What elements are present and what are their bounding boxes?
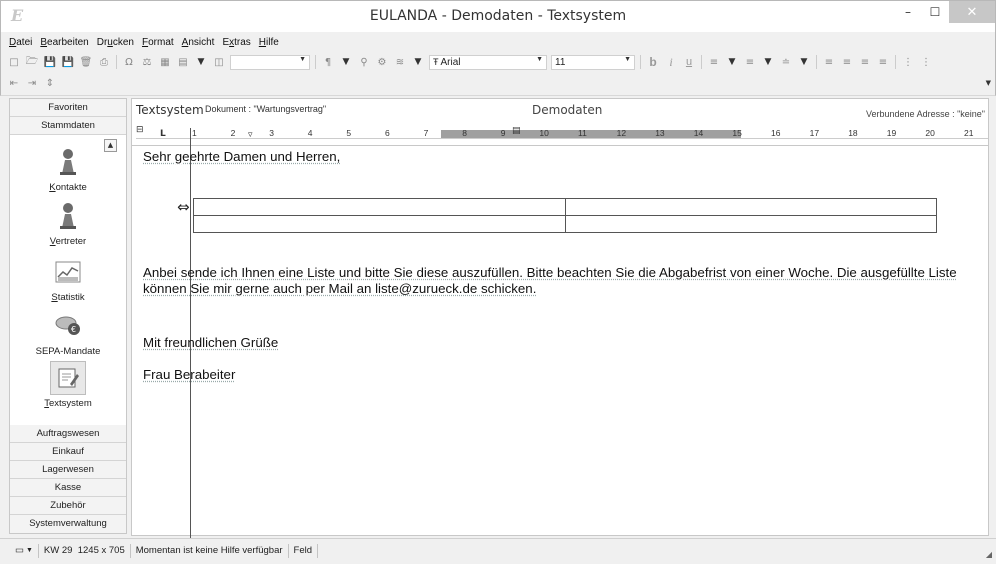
toolbar-separator bbox=[640, 55, 641, 69]
dropdown-arrow-icon[interactable]: ▼ bbox=[342, 57, 350, 67]
save-as-icon[interactable]: 💾 bbox=[61, 56, 75, 68]
table-cell[interactable] bbox=[565, 216, 937, 233]
document-table[interactable] bbox=[193, 198, 937, 233]
dropdown-arrow-icon[interactable]: ▼ bbox=[728, 57, 736, 67]
chevron-down-icon: ▼ bbox=[536, 55, 543, 63]
line-spacing-icon[interactable]: ⇕ bbox=[45, 78, 55, 89]
tab-type-icon[interactable]: ⊟ bbox=[136, 125, 144, 135]
window-title: EULANDA - Demodaten - Textsystem bbox=[369, 8, 627, 24]
ruler-baseline bbox=[136, 138, 988, 139]
title-bar bbox=[0, 0, 996, 32]
nav-group-auftragswesen[interactable]: Auftragswesen bbox=[10, 425, 126, 443]
ruler-number: 16 bbox=[771, 128, 781, 138]
open-folder-icon[interactable]: 🗁 bbox=[25, 55, 39, 67]
dropdown-arrow-icon[interactable]: ▼ bbox=[197, 57, 205, 67]
ruler-number: 19 bbox=[886, 128, 897, 138]
dropdown-arrow-icon[interactable]: ▼ bbox=[414, 57, 422, 67]
align-left-icon[interactable]: ≡ bbox=[824, 56, 834, 68]
minimize-button[interactable] bbox=[895, 1, 921, 23]
minimize-icon: – bbox=[905, 5, 911, 19]
scroll-up-button[interactable]: ▲ bbox=[104, 139, 117, 152]
bullet-list-icon[interactable]: ⋮ bbox=[921, 56, 931, 68]
indent-toolbar bbox=[0, 72, 996, 96]
ruler-number: 8 bbox=[462, 128, 467, 138]
table-row bbox=[194, 216, 937, 233]
document-header bbox=[132, 99, 988, 121]
indent-increase-icon[interactable]: ⇥ bbox=[27, 78, 37, 89]
indent-marker-icon[interactable]: ▿ bbox=[248, 130, 253, 140]
menu-extras[interactable]: Extras bbox=[222, 36, 251, 48]
table-cell[interactable] bbox=[194, 216, 566, 233]
find-icon[interactable]: ⚲ bbox=[360, 56, 368, 68]
save-icon[interactable]: 💾 bbox=[43, 56, 57, 68]
chevron-down-icon: ▼ bbox=[25, 547, 33, 554]
delete-icon[interactable]: 🗑 bbox=[79, 56, 93, 68]
ruler-number: 5 bbox=[346, 128, 352, 138]
nav-group-systemverwaltung[interactable]: Systemverwaltung bbox=[10, 515, 126, 533]
field-icon[interactable]: ⚖ bbox=[142, 56, 152, 68]
left-navigation bbox=[9, 98, 127, 534]
nav-item-kontakte[interactable]: Kontakte bbox=[10, 145, 126, 193]
print-icon[interactable]: ⎙ bbox=[100, 56, 108, 68]
pawn-icon bbox=[50, 199, 86, 233]
view-mode-dropdown[interactable] bbox=[10, 544, 39, 558]
align-right-icon[interactable]: ≡ bbox=[878, 56, 888, 68]
pawn-icon bbox=[50, 145, 86, 179]
menu-bar bbox=[0, 32, 996, 52]
font-combo[interactable]: Ŧ Arial ▼ bbox=[429, 55, 547, 70]
document-name: Dokument : "Wartungsvertrag" bbox=[205, 104, 327, 114]
maximize-button[interactable] bbox=[922, 1, 948, 23]
nav-group-favoriten[interactable]: Favoriten bbox=[10, 99, 126, 117]
ruler-number: 1 bbox=[192, 128, 197, 138]
nav-group-stammdaten[interactable]: Stammdaten bbox=[10, 117, 126, 135]
resize-grip-icon[interactable]: ◢ bbox=[985, 550, 992, 559]
ruler-number: 18 bbox=[848, 128, 858, 138]
ruler-number: 11 bbox=[578, 128, 587, 138]
nav-item-textsystem[interactable]: Textsystem bbox=[10, 361, 126, 409]
style-combo[interactable] bbox=[230, 55, 310, 70]
dropdown-arrow-icon[interactable]: ▼ bbox=[764, 57, 772, 67]
replace-icon[interactable]: ⚙ bbox=[377, 56, 387, 68]
ruler-number: 12 bbox=[616, 128, 627, 138]
menu-drucken[interactable]: Drucken bbox=[96, 36, 134, 48]
body-text[interactable]: Anbei sende ich Ihnen eine Liste und bitte Sie diese auszufüllen. Bitte beachten Sie die Abgabefrist von einer Woche. Die ausgefüllte Liste können Sie mir gerne auch per Mail an liste@zurueck.de schicken. bbox=[143, 265, 957, 296]
font-color-icon[interactable]: ≡ bbox=[745, 56, 755, 68]
pilcrow-icon[interactable]: ¶ bbox=[324, 56, 332, 68]
dropdown-arrow-icon[interactable]: ▼ bbox=[800, 57, 808, 67]
table-row bbox=[194, 199, 937, 216]
chart-icon bbox=[50, 255, 86, 289]
nav-item-statistik[interactable]: Statistik bbox=[10, 255, 126, 303]
section-title: Textsystem bbox=[136, 103, 204, 117]
table-insert-icon[interactable]: ▦ bbox=[160, 56, 170, 68]
ruler-number: 4 bbox=[307, 128, 313, 138]
ruler-number: 6 bbox=[385, 128, 390, 138]
strikethrough-icon[interactable]: ≡ bbox=[709, 56, 719, 68]
sepa-icon bbox=[50, 309, 86, 343]
align-center-icon[interactable]: ≡ bbox=[842, 56, 852, 68]
greeting-text[interactable]: Sehr geehrte Damen und Herren, bbox=[143, 149, 341, 164]
underline-button[interactable]: u bbox=[685, 56, 693, 68]
numbered-list-icon[interactable]: ⋮ bbox=[903, 56, 913, 68]
ruler-number: 3 bbox=[269, 128, 274, 138]
font-size-combo[interactable]: 11 ▼ bbox=[551, 55, 635, 70]
svg-text:€: € bbox=[71, 325, 77, 334]
align-justify-icon[interactable]: ≡ bbox=[860, 56, 870, 68]
database-name: Demodaten bbox=[532, 103, 603, 117]
nav-group-kasse[interactable]: Kasse bbox=[10, 479, 126, 497]
nav-group-zubehoer[interactable]: Zubehör bbox=[10, 497, 126, 515]
column-guide-line bbox=[190, 128, 191, 538]
status-bar bbox=[0, 538, 996, 562]
ruler-number: 13 bbox=[655, 128, 665, 138]
image-insert-icon[interactable]: ◫ bbox=[214, 56, 224, 68]
document-page[interactable] bbox=[132, 145, 988, 535]
ruler-number: 17 bbox=[809, 128, 820, 138]
close-button[interactable] bbox=[949, 1, 995, 23]
signature-text[interactable]: Frau Berabeiter bbox=[143, 367, 236, 382]
toolbar-overflow-icon[interactable]: ▼ bbox=[985, 79, 991, 87]
ruler-number: 9 bbox=[500, 128, 506, 138]
status-field: Feld bbox=[289, 544, 318, 558]
toolbar-separator bbox=[895, 55, 896, 69]
highlight-icon[interactable]: ≋ bbox=[395, 56, 405, 68]
toolbar-separator bbox=[116, 55, 117, 69]
new-document-icon[interactable]: □ bbox=[9, 56, 19, 68]
ruler-number: 2 bbox=[230, 128, 236, 138]
column-marker-icon[interactable]: ▤ bbox=[512, 126, 521, 136]
toolbar-separator bbox=[315, 55, 316, 69]
closing-text[interactable]: Mit freundlichen Grüße bbox=[143, 335, 279, 350]
menu-datei[interactable]: Datei bbox=[9, 36, 33, 48]
chevron-down-icon: ▼ bbox=[624, 55, 631, 63]
formatting-toolbar bbox=[0, 52, 996, 72]
ruler-number: 21 bbox=[964, 128, 974, 138]
column-resize-cursor-icon: ⇔ bbox=[177, 198, 190, 216]
menu-bearbeiten[interactable]: Bearbeiten bbox=[40, 36, 89, 48]
menu-format[interactable]: Format bbox=[141, 36, 174, 48]
view-mode-icon: ▭ bbox=[15, 545, 24, 556]
bold-button[interactable]: b bbox=[649, 55, 657, 69]
menu-ansicht[interactable]: Ansicht bbox=[181, 36, 215, 48]
menu-hilfe[interactable]: Hilfe bbox=[258, 36, 279, 48]
nav-group-lagerwesen[interactable]: Lagerwesen bbox=[10, 461, 126, 479]
ruler-number: 14 bbox=[693, 128, 704, 138]
nav-group-einkauf[interactable]: Einkauf bbox=[10, 443, 126, 461]
close-icon: ✕ bbox=[966, 4, 978, 20]
table-icon[interactable]: ▤ bbox=[178, 56, 188, 68]
nav-item-vertreter[interactable]: Vertreter bbox=[10, 199, 126, 247]
ruler[interactable] bbox=[136, 127, 988, 141]
ruler-number: 10 bbox=[539, 128, 549, 138]
left-tab-marker-icon[interactable]: L bbox=[160, 129, 166, 139]
nav-items-panel bbox=[10, 135, 126, 425]
table-cell[interactable] bbox=[565, 199, 937, 216]
toolbar-separator bbox=[701, 55, 702, 69]
maximize-icon: ☐ bbox=[929, 5, 941, 19]
ruler-number: 7 bbox=[423, 128, 429, 138]
nav-item-sepa-mandate[interactable]: € SEPA-Mandate bbox=[10, 309, 126, 357]
status-week: KW 29 1245 x 705 bbox=[39, 544, 131, 558]
indent-decrease-icon[interactable]: ⇤ bbox=[9, 78, 19, 89]
linked-address: Verbundene Adresse : "keine" bbox=[866, 109, 985, 119]
nav-bottom-groups bbox=[10, 425, 126, 533]
document-panel bbox=[131, 98, 989, 536]
ruler-number: 15 bbox=[732, 128, 742, 138]
textsystem-icon bbox=[50, 361, 86, 395]
ruler-number: 20 bbox=[925, 128, 935, 138]
table-cell[interactable] bbox=[194, 199, 566, 216]
symbol-icon[interactable]: Ω bbox=[125, 56, 133, 68]
toolbar-separator bbox=[816, 55, 817, 69]
status-help: Momentan ist keine Hilfe verfügbar bbox=[131, 544, 289, 558]
italic-button[interactable]: i bbox=[669, 54, 673, 69]
app-logo: E bbox=[11, 6, 24, 25]
chevron-down-icon: ▼ bbox=[299, 55, 306, 63]
highlight-color-icon[interactable]: ≐ bbox=[781, 56, 791, 68]
